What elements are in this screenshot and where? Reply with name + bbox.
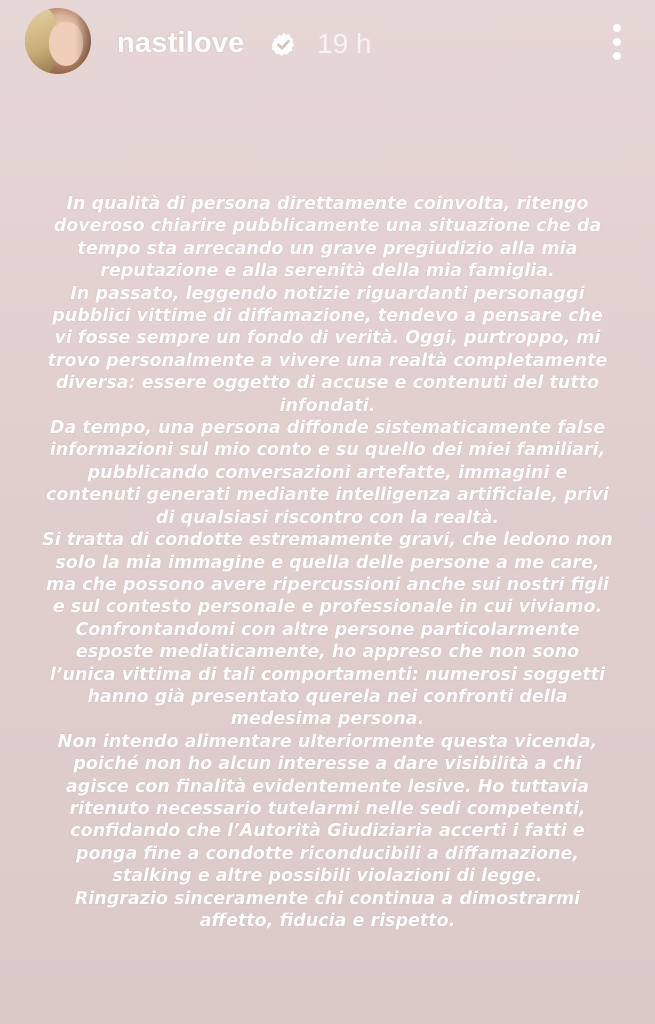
statement-text: [30, 193, 625, 932]
statement-line: diversa: essere oggetto di accuse e contenuti del tutto: [55, 373, 600, 394]
statement-line: ponga fine a condotte riconducibili a diffamazione,: [75, 843, 580, 864]
username[interactable]: nastilove: [117, 27, 245, 59]
story-header: [0, 0, 655, 90]
statement-line: reputazione e alla serenità della mia famiglia.: [100, 261, 555, 282]
statement-line: agisce con finalità evidentemente lesive. Ho tuttavia: [65, 776, 590, 797]
statement-line: infondati.: [279, 395, 376, 416]
statement-line: Si tratta di condotte estremamente gravi, che ledono non: [42, 530, 613, 551]
statement-line: solo la mia immagine e quella delle persone a me care,: [55, 552, 600, 573]
statement-line: tempo sta arrecando un grave pregiudizio alla mia: [77, 238, 578, 259]
statement-line: trovo personalmente a vivere una realtà completamente: [47, 350, 608, 371]
statement-line: confidando che l’Autorità Giudiziaria accerti i fatti e: [70, 821, 585, 842]
statement-line: affetto, fiducia e rispetto.: [199, 911, 456, 931]
statement-line: e sul contesto personale e professionale in cui viviamo.: [52, 597, 603, 618]
statement-line: contenuti generati mediante intelligenza artificiale, privi: [46, 485, 609, 506]
statement-line: Da tempo, una persona diffonde sistematicamente false: [49, 418, 606, 439]
statement-line: ritenuto necessario tutelarmi nelle sedi competenti,: [69, 798, 586, 819]
statement-line: Ringrazio sinceramente chi continua a dimostrarmi: [74, 888, 581, 909]
story-timestamp: 19 h: [317, 28, 372, 59]
avatar-shade: [75, 8, 91, 74]
avatar[interactable]: [25, 8, 91, 74]
statement-line: pubblici vittime di diffamazione, tendevo a pensare che: [52, 306, 603, 327]
statement-line: esposte mediaticamente, ho appreso che non sono: [75, 642, 580, 663]
statement-line: l’unica vittima di tali comportamenti: numerosi soggetti: [49, 664, 606, 685]
statement-line: stalking e altre possibili violazioni di legge.: [112, 866, 543, 887]
more-options-icon[interactable]: [604, 22, 630, 62]
statement-line: In passato, leggendo notizie riguardanti personaggi: [70, 283, 585, 304]
statement-line: di qualsiasi riscontro con la realtà.: [155, 507, 500, 528]
statement-line: medesima persona.: [230, 709, 425, 730]
statement-line: informazioni sul mio conto e su quello dei miei familiari,: [49, 440, 606, 461]
statement-line: doveroso chiarire pubblicamente una situazione che da: [53, 216, 602, 237]
statement-line: poiché non ho alcun interesse a dare visibilità a chi: [73, 754, 582, 775]
statement-line: ma che possono avere ripercussioni anche sui nostri figli: [46, 574, 609, 595]
statement-line: vi fosse sempre un fondo di verità. Oggi, purtroppo, mi: [54, 328, 601, 349]
statement-line: hanno già presentato querela nei confronti della: [87, 686, 568, 707]
statement-line: Confrontandomi con altre persone particolarmente: [75, 619, 580, 640]
statement-line: In qualità di persona direttamente coinvolta, ritengo: [66, 194, 589, 214]
statement-line: pubblicando conversazioni artefatte, immagini e: [87, 462, 568, 483]
statement-line: Non intendo alimentare ulteriormente questa vicenda,: [57, 731, 598, 752]
verified-badge-icon: [270, 31, 297, 58]
